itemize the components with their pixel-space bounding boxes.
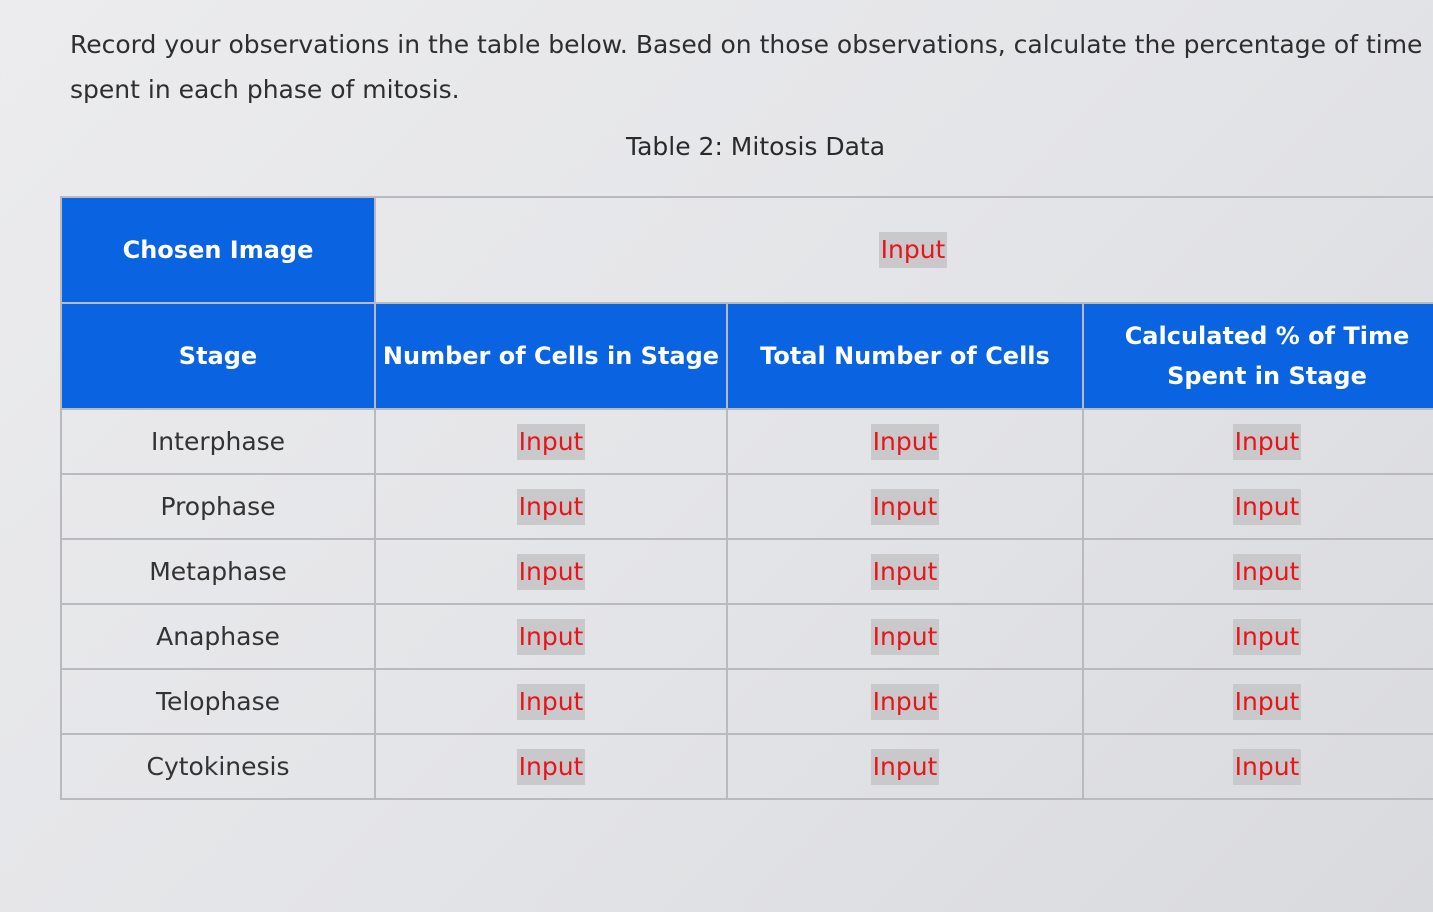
cells-in-stage-input[interactable]: Input bbox=[517, 489, 586, 525]
total-cells-input[interactable]: Input bbox=[871, 554, 940, 590]
percent-time-input[interactable]: Input bbox=[1233, 489, 1302, 525]
percent-time-cell[interactable] bbox=[1083, 669, 1433, 734]
percent-time-input[interactable]: Input bbox=[1233, 684, 1302, 720]
stage-name-cell: Anaphase bbox=[61, 604, 375, 669]
table-row bbox=[61, 604, 1433, 669]
table-row bbox=[61, 539, 1433, 604]
cells-in-stage-input[interactable]: Input bbox=[517, 554, 586, 590]
table-row bbox=[61, 669, 1433, 734]
cells-in-stage-input[interactable]: Input bbox=[517, 749, 586, 785]
total-cells-cell[interactable] bbox=[727, 604, 1083, 669]
stage-name-cell: Cytokinesis bbox=[61, 734, 375, 799]
header-cells-in-stage: Number of Cells in Stage bbox=[375, 303, 727, 409]
header-percent-time: Calculated % of Time Spent in Stage bbox=[1083, 303, 1433, 409]
percent-time-cell[interactable] bbox=[1083, 409, 1433, 474]
chosen-image-row bbox=[61, 197, 1433, 303]
percent-time-input[interactable]: Input bbox=[1233, 749, 1302, 785]
total-cells-cell[interactable] bbox=[727, 734, 1083, 799]
total-cells-cell[interactable] bbox=[727, 539, 1083, 604]
total-cells-input[interactable]: Input bbox=[871, 424, 940, 460]
percent-time-input[interactable]: Input bbox=[1233, 619, 1302, 655]
instructions-text: Record your observations in the table below. Based on those observations, calculate the percentage of time spent in each phase of mitosis. bbox=[70, 30, 1423, 104]
cells-in-stage-cell[interactable] bbox=[375, 669, 727, 734]
cells-in-stage-cell[interactable] bbox=[375, 409, 727, 474]
cells-in-stage-cell[interactable] bbox=[375, 604, 727, 669]
table-row bbox=[61, 734, 1433, 799]
percent-time-cell[interactable] bbox=[1083, 604, 1433, 669]
cells-in-stage-input[interactable]: Input bbox=[517, 424, 586, 460]
stage-name-cell: Interphase bbox=[61, 409, 375, 474]
percent-time-input[interactable]: Input bbox=[1233, 554, 1302, 590]
percent-time-input[interactable]: Input bbox=[1233, 424, 1302, 460]
chosen-image-cell[interactable] bbox=[375, 197, 1433, 303]
chosen-image-input[interactable]: Input bbox=[879, 232, 948, 268]
total-cells-input[interactable]: Input bbox=[871, 619, 940, 655]
table-body bbox=[61, 409, 1433, 799]
header-stage: Stage bbox=[61, 303, 375, 409]
table-caption: Table 2: Mitosis Data bbox=[625, 132, 886, 161]
total-cells-cell[interactable] bbox=[727, 474, 1083, 539]
mitosis-data-table bbox=[60, 196, 1433, 800]
cells-in-stage-input[interactable]: Input bbox=[517, 619, 586, 655]
header-row bbox=[61, 303, 1433, 409]
cells-in-stage-cell[interactable] bbox=[375, 734, 727, 799]
percent-time-cell[interactable] bbox=[1083, 474, 1433, 539]
chosen-image-label: Chosen Image bbox=[61, 197, 375, 303]
header-total-cells: Total Number of Cells bbox=[727, 303, 1083, 409]
percent-time-cell[interactable] bbox=[1083, 734, 1433, 799]
total-cells-input[interactable]: Input bbox=[871, 684, 940, 720]
stage-name-cell: Metaphase bbox=[61, 539, 375, 604]
table-row bbox=[61, 474, 1433, 539]
table-row bbox=[61, 409, 1433, 474]
total-cells-input[interactable]: Input bbox=[871, 749, 940, 785]
cells-in-stage-input[interactable]: Input bbox=[517, 684, 586, 720]
cells-in-stage-cell[interactable] bbox=[375, 539, 727, 604]
stage-name-cell: Prophase bbox=[61, 474, 375, 539]
percent-time-cell[interactable] bbox=[1083, 539, 1433, 604]
total-cells-input[interactable]: Input bbox=[871, 489, 940, 525]
cells-in-stage-cell[interactable] bbox=[375, 474, 727, 539]
stage-name-cell: Telophase bbox=[61, 669, 375, 734]
total-cells-cell[interactable] bbox=[727, 409, 1083, 474]
total-cells-cell[interactable] bbox=[727, 669, 1083, 734]
